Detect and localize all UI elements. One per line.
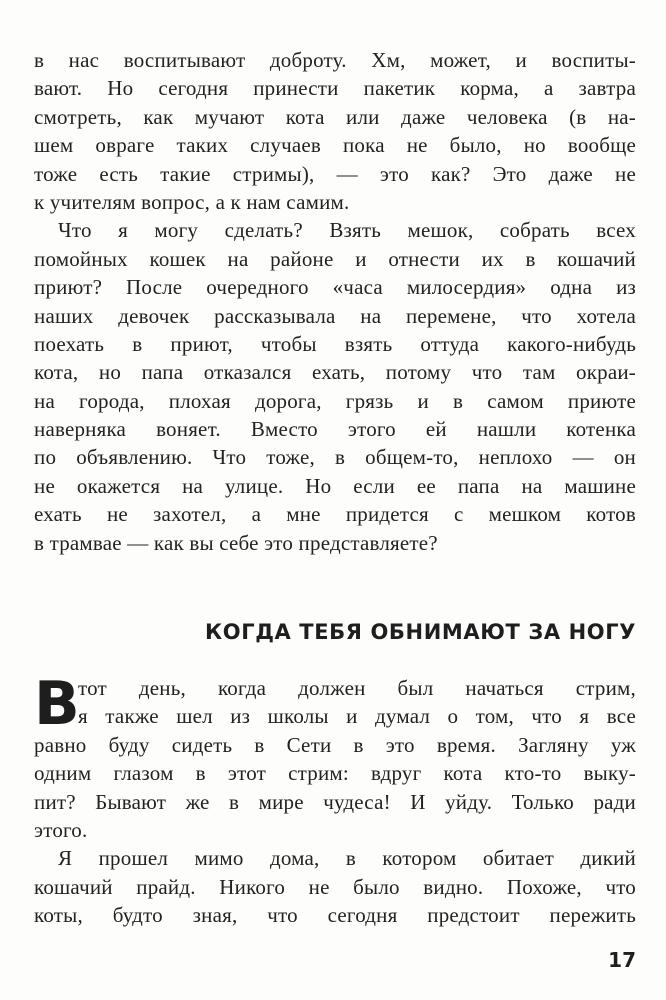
page-number: 17 bbox=[608, 948, 636, 972]
text-line: смотреть, как мучают кота или даже человека (в на- bbox=[34, 104, 636, 129]
text-line: ехать не захотел, а мне придется с мешком котов bbox=[34, 502, 636, 527]
text-line: приют? После очередного «часа милосердия» одна из bbox=[34, 275, 636, 300]
text-line: Я прошел мимо дома, в котором обитает дикий bbox=[58, 846, 636, 871]
drop-cap: В bbox=[34, 669, 80, 739]
text-line: наверняка воняет. Вместо этого ей нашли котенка bbox=[34, 417, 636, 442]
text-line: кошачий прайд. Никого не было видно. Похоже, что bbox=[34, 874, 636, 899]
text-line: Что я могу сделать? Взять мешок, собрать всех bbox=[58, 218, 636, 243]
paragraph bbox=[34, 216, 636, 557]
paragraph bbox=[34, 669, 636, 844]
text-line: помойных кошек на районе и отнести их в кошачий bbox=[34, 246, 636, 271]
text-line: кота, но папа отказался ехать, потому что там окраи- bbox=[34, 360, 636, 385]
text-line: вают. Но сегодня принести пакетик корма, а завтра bbox=[34, 76, 636, 101]
text-line: к учителям вопрос, а к нам самим. bbox=[34, 189, 350, 214]
text-line: по объявлению. Что тоже, в общем-то, неплохо — он bbox=[34, 445, 636, 470]
text-line: равно буду сидеть в Сети в это время. Загляну уж bbox=[34, 732, 636, 757]
text-line: поехать в приют, чтобы взять оттуда какого-нибудь bbox=[34, 331, 636, 356]
text-section-2 bbox=[34, 669, 636, 930]
text-line: в трамвае — как вы себе это представляете? bbox=[34, 530, 438, 555]
chapter-heading: КОГДА ТЕБЯ ОБНИМАЮТ ЗА НОГУ bbox=[205, 620, 636, 644]
text-line: я также шел из школы и думал о том, что я все bbox=[78, 704, 636, 729]
paragraph bbox=[34, 46, 636, 216]
text-line: наших девочек рассказывала на перемене, что хотела bbox=[34, 303, 636, 328]
text-line: этого. bbox=[34, 817, 88, 842]
text-line: на города, плохая дорога, грязь и в самом приюте bbox=[34, 388, 636, 413]
text-line: коты, будто зная, что сегодня предстоит пережить bbox=[34, 903, 636, 928]
text-line: тоже есть такие стримы), — это как? Это даже не bbox=[34, 161, 636, 186]
text-line: шем овраге таких случаев пока не было, но вообще bbox=[34, 133, 636, 158]
text-line: тот день, когда должен был начаться стрим, bbox=[78, 676, 636, 700]
text-line: пит? Бывают же в мире чудеса! И уйду. Только ради bbox=[34, 789, 636, 814]
text-section-1 bbox=[34, 46, 636, 557]
text-line: не окажется на улице. Но если ее папа на машине bbox=[34, 473, 636, 498]
text-line: одним глазом в этот стрим: вдруг кота кто-то выку- bbox=[34, 761, 636, 786]
paragraph bbox=[34, 844, 636, 929]
text-line: в нас воспитывают доброту. Хм, может, и воспиты- bbox=[34, 48, 636, 72]
